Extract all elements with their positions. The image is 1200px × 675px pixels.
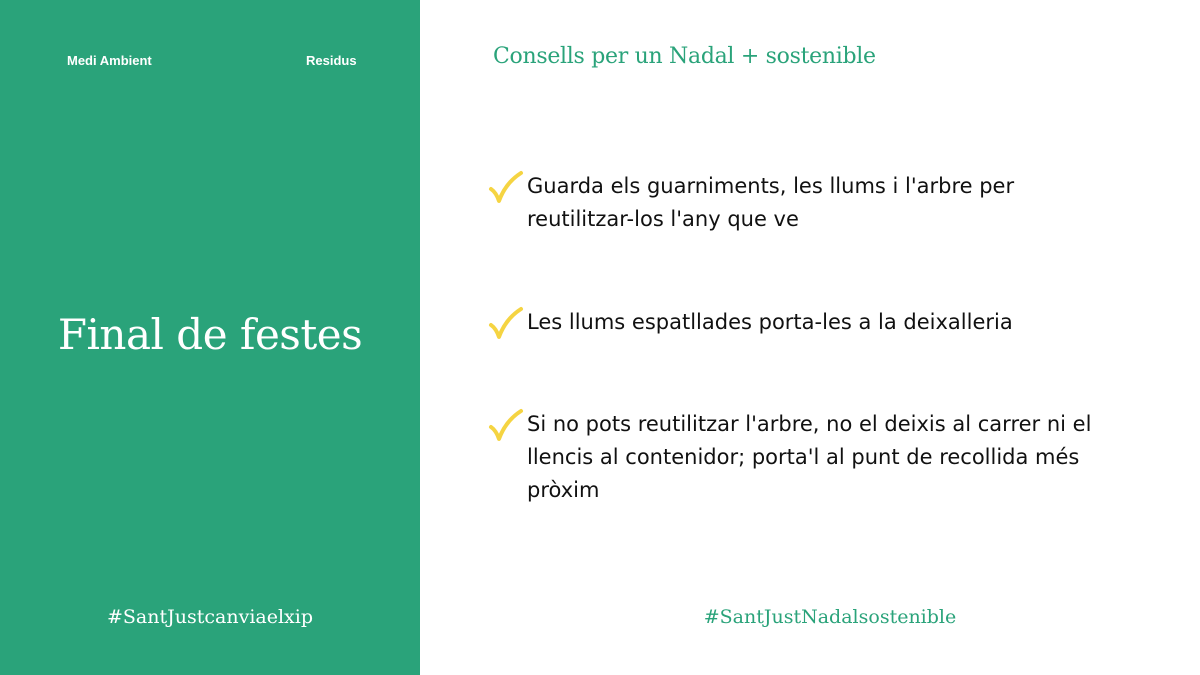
tip-item bbox=[488, 306, 1108, 342]
panel-hashtag: #SantJustcanviaelxip bbox=[107, 606, 313, 628]
tip-item bbox=[488, 408, 1108, 507]
check-icon bbox=[488, 170, 524, 206]
category-tag: Medi Ambient bbox=[67, 53, 152, 68]
tips-heading: Consells per un Nadal + sostenible bbox=[493, 44, 876, 69]
tip-text: Guarda els guarniments, les llums i l'arbre per reutilitzar-los l'any que ve bbox=[527, 174, 1015, 231]
left-panel bbox=[0, 0, 420, 675]
tip-text: Si no pots reutilitzar l'arbre, no el deixis al carrer ni el llencis al contenidor; porta'l al punt de recollida més pròxim bbox=[527, 412, 1092, 502]
campaign-hashtag: #SantJustNadalsostenible bbox=[703, 606, 957, 628]
tip-item bbox=[488, 170, 1108, 236]
tip-text: Les llums espatllades porta-les a la deixalleria bbox=[527, 310, 1013, 334]
subcategory-tag: Residus bbox=[306, 53, 357, 68]
check-icon bbox=[488, 408, 524, 444]
check-icon bbox=[488, 306, 524, 342]
panel-title: Final de festes bbox=[57, 310, 363, 359]
